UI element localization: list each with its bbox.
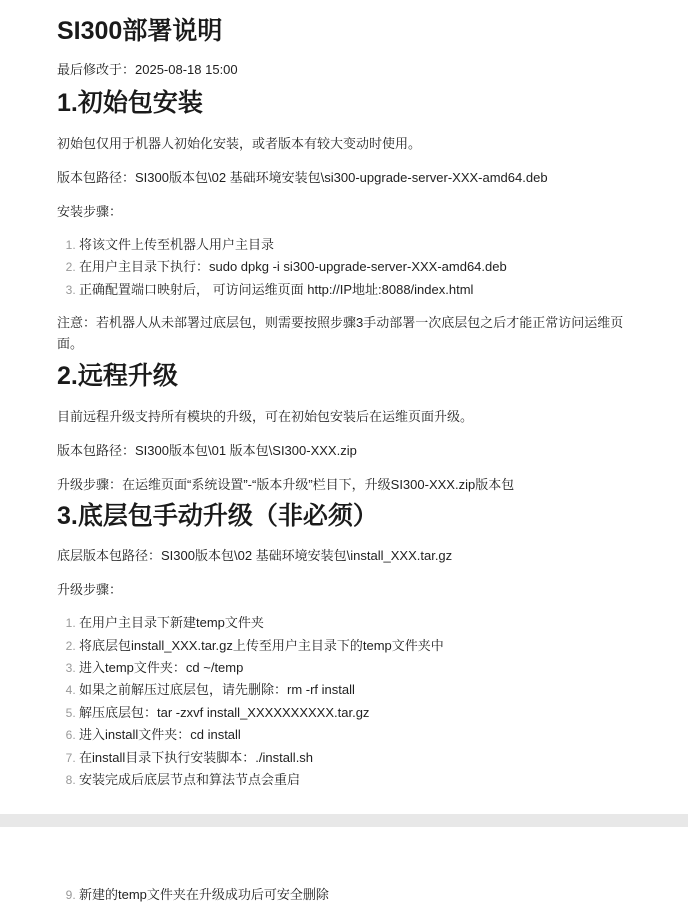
section-2-steps: 升级步骤：在运维页面“系统设置”-“版本升级”栏目下，升级SI300-XXX.zip版本包 (57, 477, 515, 493)
list-item: 2. 在用户主目录下执行：sudo dpkg -i si300-upgrade-server-XXX-amd64.deb (79, 256, 648, 278)
list-item: 6. 进入install文件夹：cd install (79, 724, 648, 746)
list-item: 1. 将该文件上传至机器人用户主目录 (79, 234, 648, 256)
list-item: 7. 在install目录下执行安装脚本：./install.sh (79, 747, 648, 769)
list-item: 8. 安装完成后底层节点和算法节点会重启 (79, 769, 648, 791)
list-item: 1. 在用户主目录下新建temp文件夹 (79, 612, 648, 634)
section-1-steps-list (57, 234, 648, 301)
section-3-steps-list-continued (57, 884, 648, 906)
section-3-heading: 3.底层包手动升级（非必须） (57, 502, 378, 531)
page-break (0, 814, 688, 827)
list-item: 4. 如果之前解压过底层包，请先删除：rm -rf install (79, 679, 648, 701)
document-page-2 (57, 884, 648, 906)
section-1-intro: 初始包仅用于机器人初始化安装，或者版本有较大变动时使用。 (57, 136, 422, 151)
section-1-heading: 1.初始包安装 (57, 89, 203, 117)
list-item: 3. 正确配置端口映射后， 可访问运维页面 http://IP地址:8088/index.html (79, 279, 648, 301)
list-item: 9. 新建的temp文件夹在升级成功后可安全删除 (79, 884, 648, 906)
section-1-note: 注意：若机器人从未部署过底层包，则需要按照步骤3手动部署一次底层包之后才能正常访问运维页面。 (57, 315, 624, 352)
section-3-steps-list (57, 612, 648, 791)
section-2-path: 版本包路径：SI300版本包\01 版本包\SI300-XXX.zip (57, 443, 357, 459)
section-3-path: 底层版本包路径：SI300版本包\02 基础环境安装包\install_XXX.tar.gz (57, 548, 453, 564)
section-2-heading: 2.远程升级 (57, 362, 178, 391)
section-1-steps-label: 安装步骤： (57, 204, 123, 219)
list-item: 5. 解压底层包：tar -zxvf install_XXXXXXXXXX.tar.gz (79, 702, 648, 724)
page-title: SI300部署说明 (57, 17, 223, 45)
list-item: 2. 将底层包install_XXX.tar.gz上传至用户主目录下的temp文件夹中 (79, 635, 648, 657)
section-2-intro: 目前远程升级支持所有模块的升级，可在初始包安装后在运维页面升级。 (57, 409, 474, 425)
section-1-path: 版本包路径：SI300版本包\02 基础环境安装包\si300-upgrade-server-XXX-amd64.deb (57, 170, 548, 185)
section-3-steps-label: 升级步骤： (57, 582, 123, 598)
list-item: 3. 进入temp文件夹：cd ~/temp (79, 657, 648, 679)
last-modified: 最后修改于：2025-08-18 15:00 (57, 62, 238, 77)
